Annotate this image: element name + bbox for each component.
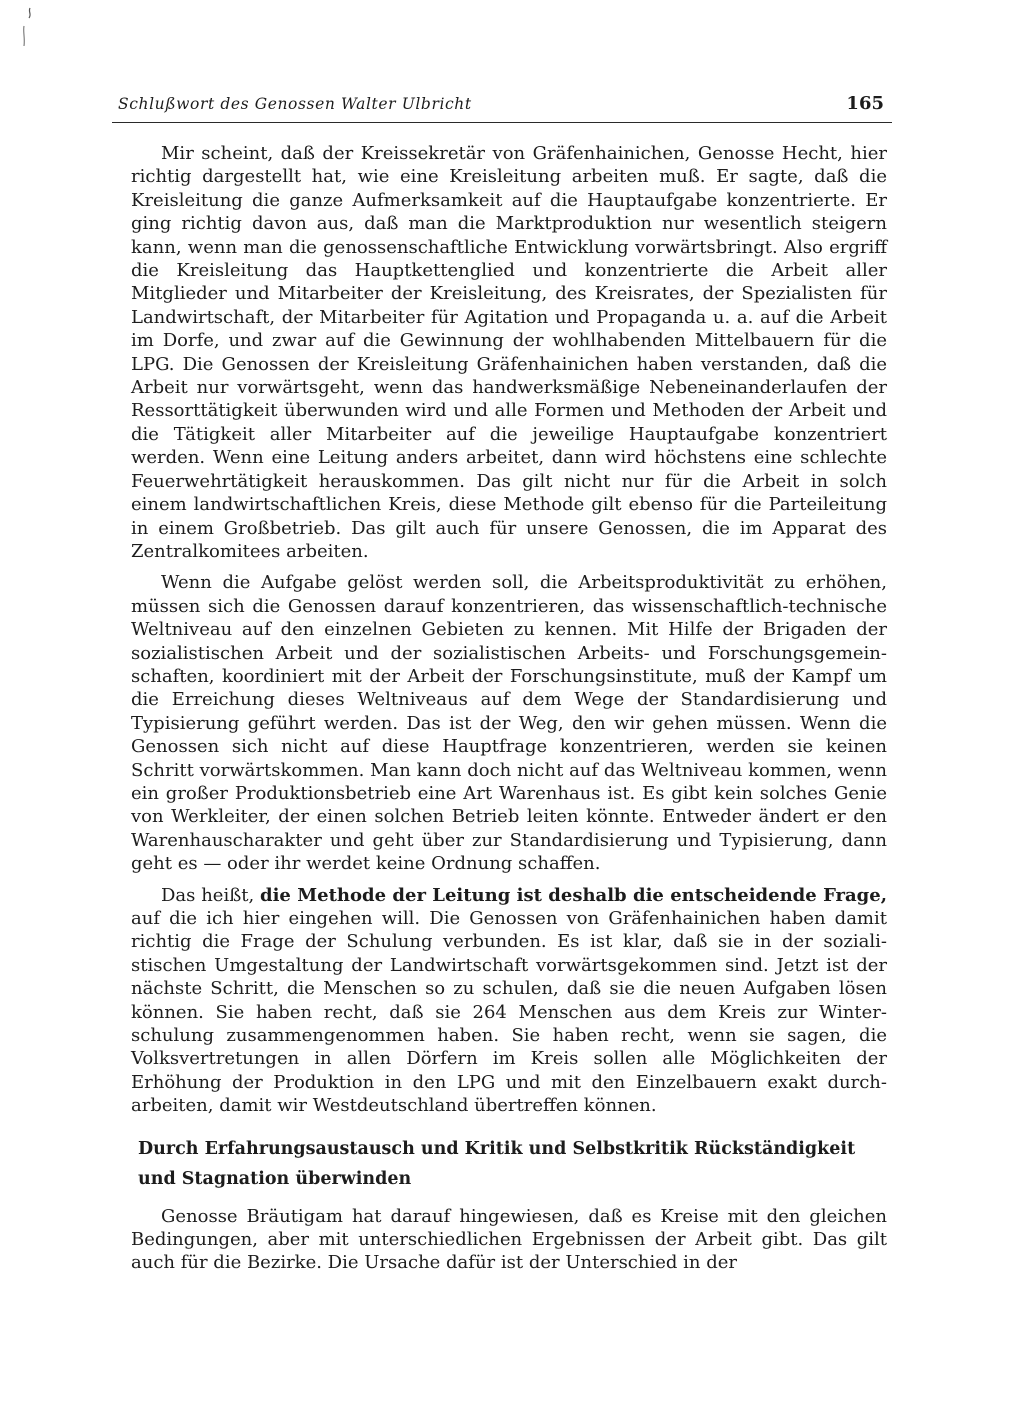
page-number: 165 <box>846 93 884 114</box>
paragraph-1: Mir scheint, daß der Kreissekretär von Gräfenhainichen, Genosse Hecht, hier richtig dargestellt hat, wie eine Kreisleitung arbeiten muß. Er sagte, daß die Kreisleitung die ganze Aufmerksamkeit auf die Hauptaufgabe konzentrierte. Er ging richtig davon aus, daß man die Marktproduktion nur wesentlich steigern kann, wenn man die genossenschaftliche Entwicklung vorwärtsbringt. Also ergriff die Kreisleitung das Hauptkettenglied und konzentrierte die Arbeit aller Mitglieder und Mitarbeiter der Kreisleitung, des Kreisrates, der Spezialisten für Landwirtschaft, der Mitarbeiter für Agitation und Propaganda u. a. auf die Arbeit im Dorfe, und zwar auf die Gewinnung der wohlhabenden Mittelbauern für die LPG. Die Genossen der Kreisleitung Gräfenhainichen haben verstanden, daß die Arbeit nur vorwärtsgeht, wenn das handwerksmäßige Nebeneinanderlaufen der Ressorttätigkeit überwunden wird und alle Formen und Methoden der Arbeit und die Tätigkeit aller Mitarbeiter auf die jeweilige Hauptaufgabe konzentriert werden. Wenn eine Leitung anders arbeitet, dann wird höchstens eine schlechte Feuerwehrtätigkeit herauskommen. Das gilt nicht nur für die Arbeit in solch einem landwirtschaftlichen Kreis, diese Methode gilt ebenso für die Parteileitung in einem Großbetrieb. Das gilt auch für unsere Genossen, die im Apparat des Zentralkomitees arbeiten. <box>131 143 887 562</box>
running-title: Schlußwort des Genossen Walter Ulbricht <box>118 95 472 113</box>
paragraph-3-emphasis: die Methode der Leitung ist deshalb die entscheidende Frage, <box>260 884 887 906</box>
page-edge-marks <box>18 6 40 52</box>
running-header <box>112 92 892 123</box>
body-text <box>131 142 887 1275</box>
paragraph-3 <box>131 884 887 1118</box>
paragraph-3-rest: auf die ich hier eingehen will. Die Genossen von Gräfenhainichen haben damit richtig die Frage der Schulung verbunden. Es ist klar, daß sie in der sozialistischen Umgestaltung der Landwirtschaft vorwärtsgekommen sind. Jetzt ist der nächste Schritt, die Menschen so zu schulen, daß sie die neuen Aufgaben lösen können. Sie haben recht, daß sie 264 Menschen aus dem Kreis zur Winterschulung zusammengenommen haben. Sie haben recht, wenn sie sagen, die Volksvertretungen in allen Dörfern im Kreis sollen alle Möglichkeiten der Erhöhung der Produktion in den LPG und mit den Einzelbauern exakt durcharbeiten, damit wir Westdeutschland übertreffen können. <box>131 908 887 1117</box>
section-heading: Durch Erfahrungsaustausch und Kritik und Selbstkritik Rückständigkeit und Stagnation überwinden <box>138 1138 856 1189</box>
paragraph-3-lead: Das heißt, <box>161 884 260 906</box>
paragraph-4: Genosse Bräutigam hat darauf hingewiesen, daß es Kreise mit den gleichen Bedingungen, aber mit unterschiedlichen Ergebnissen der Arbeit gibt. Das gilt auch für die Bezirke. Die Ursache dafür ist der Unterschied in der <box>131 1205 887 1274</box>
paragraph-2: Wenn die Aufgabe gelöst werden soll, die Arbeitsproduktivität zu erhöhen, müssen sich die Genossen darauf konzentrieren, das wissenschaftlich-technische Weltniveau auf den einzelnen Gebieten zu kennen. Mit Hilfe der Brigaden der sozialistischen Arbeit und der sozialistischen Arbeits- und Forschungsgemeinschaften, koordiniert mit der Arbeit der Forschungsinstitute, muß der Kampf um die Erreichung dieses Weltniveaus auf dem Wege der Standardisierung und Typisierung geführt werden. Das ist der Weg, den wir gehen müssen. Wenn die Genossen sich nicht auf diese Hauptfrage konzentrieren, werden sie keinen Schritt vorwärtskommen. Man kann doch nicht auf das Weltniveau kommen, wenn ein großer Produktionsbetrieb eine Art Warenhaus ist. Es gibt kein solches Genie von Werkleiter, der einen solchen Betrieb leiten könnte. Entweder ändert er den Warenhauscharakter und geht über zur Standardisierung und Typisierung, dann geht es — oder ihr werdet keine Ordnung schaffen. <box>131 572 887 875</box>
